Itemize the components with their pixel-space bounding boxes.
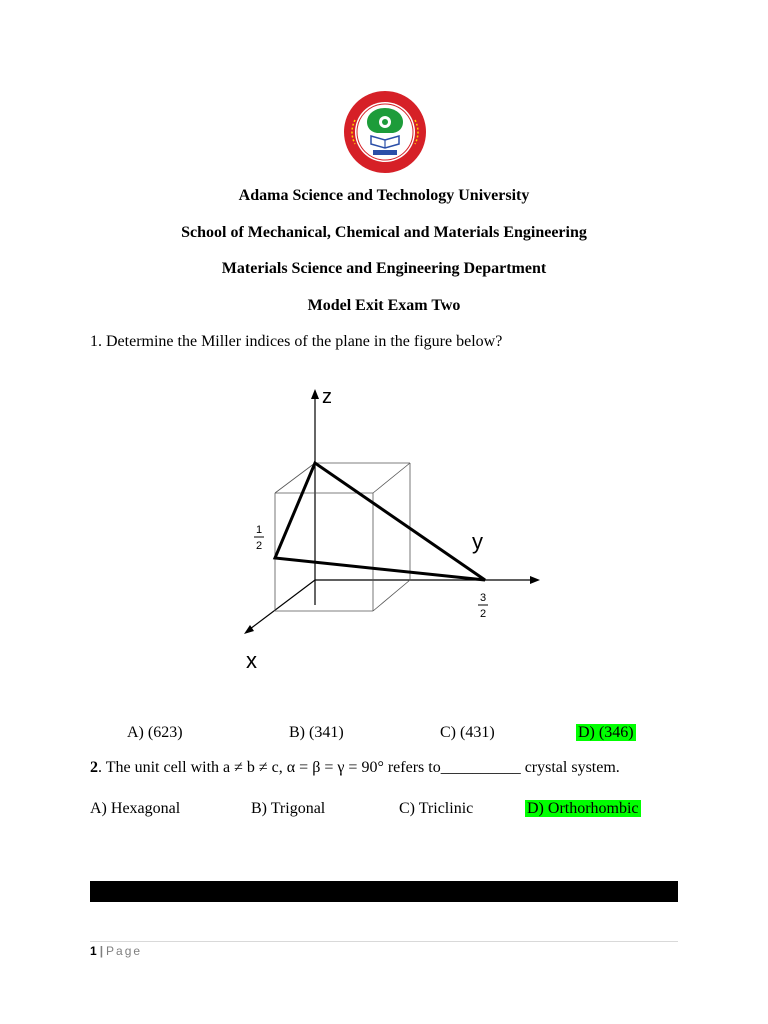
axis-y-label: y (472, 529, 483, 554)
question-2-number: 2 (90, 759, 98, 776)
exam-title: Model Exit Exam Two (307, 297, 461, 314)
q1-option-d-answer[interactable] (576, 723, 636, 743)
page-number: 1 (90, 944, 97, 958)
unit-cell-diagram (230, 375, 560, 680)
q1-option-b[interactable]: B) (341) (289, 724, 344, 741)
answer-highlight: D) Orthorhombic (527, 800, 639, 817)
redaction-bar (90, 881, 678, 902)
question-1 (90, 332, 502, 352)
answer-highlight: D) (346) (578, 724, 634, 741)
university-name: Adama Science and Technology University (238, 187, 530, 204)
page-footer (90, 944, 142, 958)
question-1-text: Determine the Miller indices of the plane in the figure below? (102, 333, 503, 350)
axis-x-label: x (246, 648, 257, 673)
footer-separator: | (99, 944, 104, 958)
z-intercept-numerator: 1 (256, 524, 263, 536)
axis-z-label: z (322, 386, 332, 408)
miller-plane-figure (230, 375, 560, 680)
q2-option-c[interactable]: C) Triclinic (399, 800, 474, 817)
footer-divider (90, 941, 678, 942)
school-name: School of Mechanical, Chemical and Materials Engineering (181, 224, 587, 241)
question-1-number: 1. (90, 333, 102, 350)
page-label: Page (106, 944, 143, 958)
q2-option-b[interactable]: B) Trigonal (251, 800, 326, 817)
q1-option-c[interactable]: C) (431) (440, 724, 495, 741)
question-2-text: . The unit cell with a ≠ b ≠ c, α = β = γ = 90° refers to__________ crystal system. (98, 759, 620, 776)
q2-option-d-answer[interactable] (525, 799, 641, 819)
department-name: Materials Science and Engineering Department (221, 260, 547, 277)
z-intercept-denominator: 2 (256, 540, 263, 552)
q1-option-a[interactable]: A) (623) (127, 724, 183, 741)
university-logo (343, 90, 427, 174)
y-intercept-numerator: 3 (480, 592, 487, 604)
logo-seal-icon (343, 90, 427, 174)
y-intercept-denominator: 2 (480, 608, 487, 620)
q2-option-a[interactable]: A) Hexagonal (90, 800, 181, 817)
question-2 (90, 758, 620, 778)
